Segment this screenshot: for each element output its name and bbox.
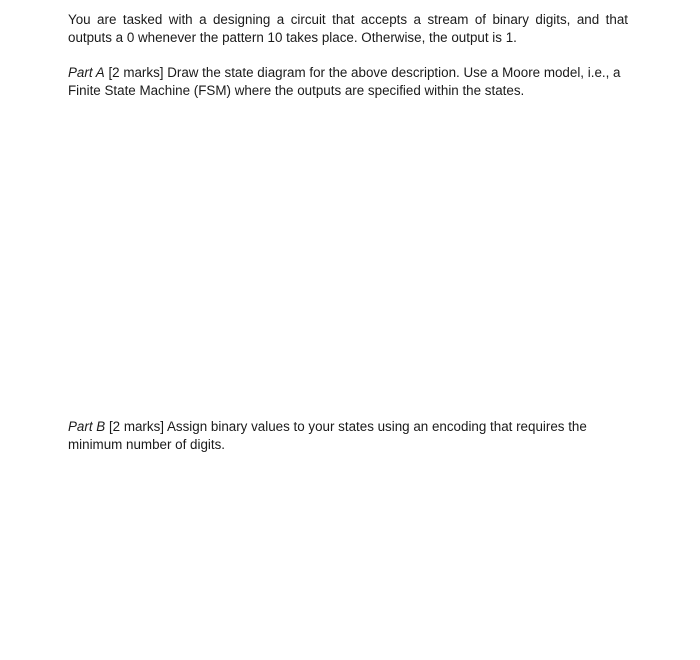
part-b-paragraph	[68, 418, 628, 454]
part-a-label: Part A	[68, 65, 105, 80]
part-b-answer-space	[68, 458, 628, 648]
part-a-text: [2 marks] Draw the state diagram for the above description. Use a Moore model, i.e., a Finite State Machine (FSM) where the outputs are specified within the states.	[68, 65, 621, 98]
question-intro: You are tasked with a designing a circuit that accepts a stream of binary digits, and that outputs a 0 whenever the pattern 10 takes place. Otherwise, the output is 1.	[68, 12, 628, 45]
part-a-paragraph	[68, 64, 628, 100]
part-b-label: Part B	[68, 419, 106, 434]
part-b-text: [2 marks] Assign binary values to your states using an encoding that requires the minimum number of digits.	[68, 419, 587, 452]
part-a-answer-space	[68, 104, 628, 404]
